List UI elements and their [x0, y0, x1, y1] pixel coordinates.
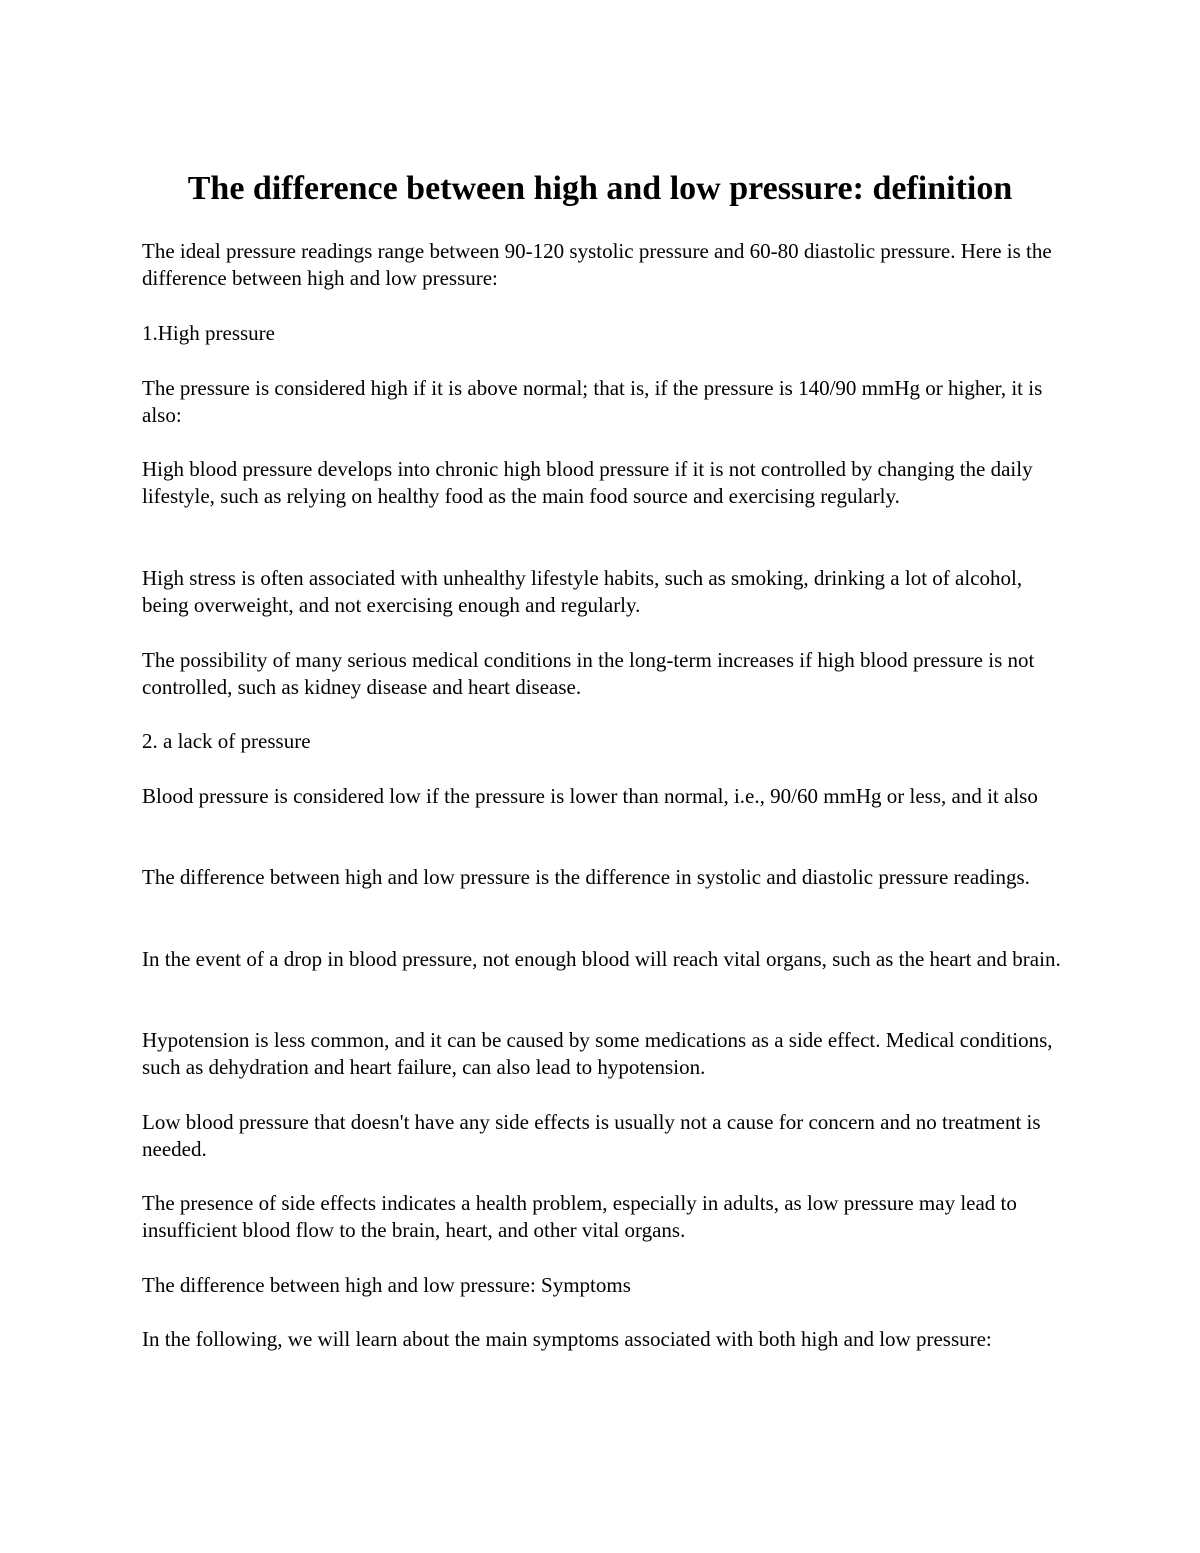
high-pressure-heading: 1.High pressure: [142, 321, 275, 345]
symptoms-intro-paragraph: In the following, we will learn about the main symptoms associated with both high and low pressure:: [142, 1327, 992, 1351]
long-term-risk-paragraph: The possibility of many serious medical conditions in the long-term increases if high blood pressure is not controlled, such as kidney disease and heart disease.: [142, 648, 1035, 699]
chronic-high-pressure-paragraph: High blood pressure develops into chronic high blood pressure if it is not controlled by changing the daily lifestyle, such as relying on healthy food as the main food source and exercising regularly.: [142, 457, 1033, 508]
high-pressure-definition: The pressure is considered high if it is above normal; that is, if the pressure is 140/90 mmHg or higher, it is also:: [142, 376, 1043, 427]
high-stress-paragraph: High stress is often associated with unhealthy lifestyle habits, such as smoking, drinking a lot of alcohol, being overweight, and not exercising enough and regularly.: [142, 566, 1023, 617]
side-effects-paragraph: The presence of side effects indicates a health problem, especially in adults, as low pressure may lead to insufficient blood flow to the brain, heart, and other vital organs.: [142, 1191, 1017, 1242]
hypotension-causes-paragraph: Hypotension is less common, and it can be caused by some medications as a side effect. Medical conditions, such as dehydration and heart failure, can also lead to hypotension.: [142, 1028, 1053, 1079]
document-title: The difference between high and low pressure: definition: [187, 170, 1013, 207]
low-pressure-heading: 2. a lack of pressure: [142, 729, 311, 753]
difference-readings-paragraph: The difference between high and low pressure is the difference in systolic and diastolic pressure readings.: [142, 865, 1030, 889]
low-pressure-no-side-effects-paragraph: Low blood pressure that doesn't have any side effects is usually not a cause for concern and no treatment is needed.: [142, 1110, 1041, 1161]
symptoms-heading: The difference between high and low pressure: Symptoms: [142, 1273, 631, 1297]
blood-pressure-drop-paragraph: In the event of a drop in blood pressure, not enough blood will reach vital organs, such as the heart and brain.: [142, 947, 1061, 971]
low-pressure-definition: Blood pressure is considered low if the pressure is lower than normal, i.e., 90/60 mmHg or less, and it also: [142, 784, 1038, 808]
intro-paragraph: The ideal pressure readings range between 90-120 systolic pressure and 60-80 diastolic pressure. Here is the difference between high and low pressure:: [142, 239, 1052, 290]
